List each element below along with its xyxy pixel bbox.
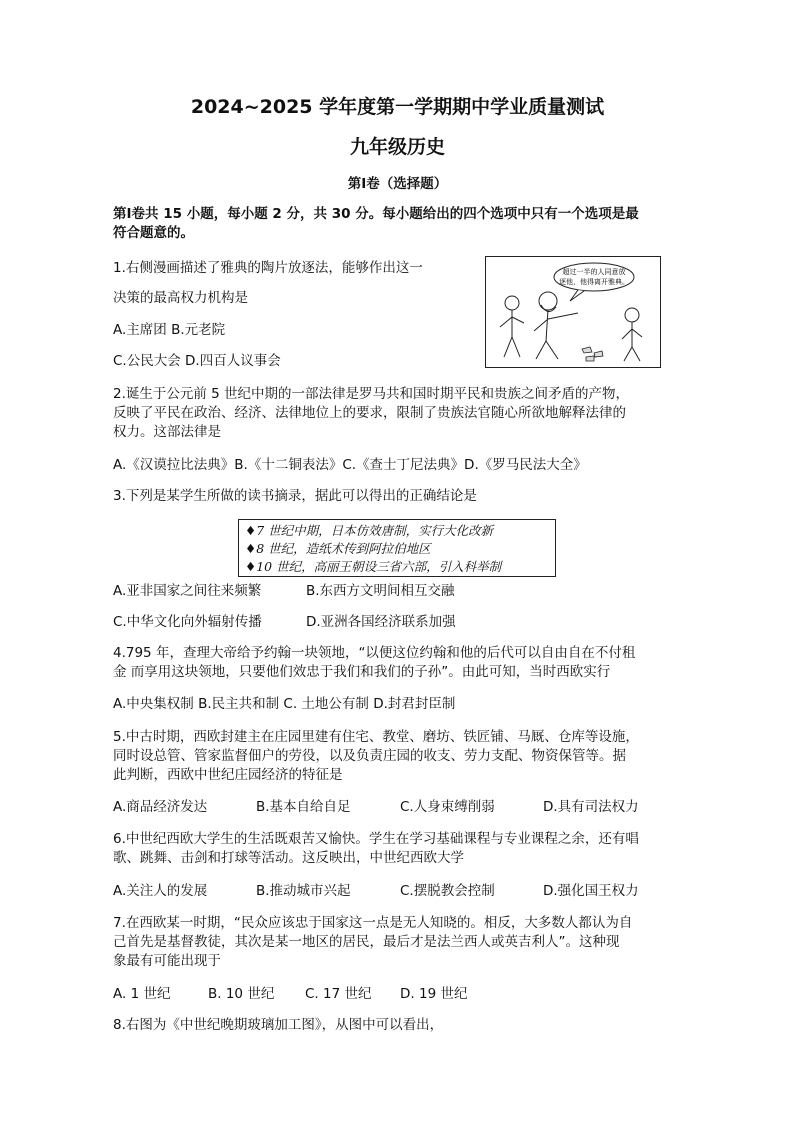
q7-option-c: C. 17 世纪: [305, 986, 372, 1002]
q3-excerpt-box: [238, 519, 556, 577]
ostracism-cartoon: [485, 256, 661, 368]
speech-text-1: 超过一半的人同意放: [562, 268, 626, 276]
q6-option-d: D.强化国王权力: [543, 883, 639, 899]
cartoon-drawing: [486, 257, 660, 367]
q6-stem-1: 6.中世纪西欧大学生的生活既艰苦又愉快。学生在学习基础课程与专业课程之余，还有唱: [113, 831, 639, 847]
q7-stem-2: 己首先是基督教徒，其次是某一地区的居民，最后才是法兰西人或英吉利人”。这种现: [113, 934, 620, 950]
q1-option-c-d: C.公民大会 D.四百人议事会: [113, 353, 281, 369]
q1-option-a-b: A.主席团 B.元老院: [113, 322, 226, 338]
q3-option-d: D.亚洲各国经济联系加强: [306, 614, 456, 630]
q7-option-a: A. 1 世纪: [113, 986, 171, 1002]
q7-option-d: D. 19 世纪: [400, 986, 468, 1002]
q6-option-b: B.推动城市兴起: [256, 883, 351, 899]
q4-stem-1: 4.795 年，查理大帝给予约翰一块领地，“以便这位约翰和他的后代可以自由自在不付租: [113, 645, 636, 661]
q8-stem: 8.右图为《中世纪晚期玻璃加工图》，从图中可以看出，: [113, 1017, 444, 1033]
q1-stem-1: 1.右侧漫画描述了雅典的陶片放逐法，能够作出这一: [113, 260, 423, 276]
q3-option-c: C.中华文化向外辐射传播: [113, 614, 262, 630]
q2-options: A.《汉谟拉比法典》B.《十二铜表法》C.《查士丁尼法典》D.《罗马民法大全》: [113, 457, 587, 473]
q4-stem-2: 金 而享用这块领地，只要他们效忠于我们和我们的子孙”。由此可知，当时西欧实行: [113, 664, 611, 680]
subject-title: 九年级历史: [349, 136, 445, 158]
q7-stem-3: 象最有可能出现于: [113, 953, 221, 969]
figure-center-body: [534, 310, 578, 359]
pottery-shards: [582, 347, 603, 361]
q4-options: A.中央集权制 B.民主共和制 C. 土地公有制 D.封君封臣制: [113, 696, 456, 712]
part-title: 第Ⅰ卷（选择题）: [347, 176, 448, 192]
speech-text-2: 逐他，他得离开雅典。: [559, 278, 629, 286]
speech-bubble-tail: [570, 290, 584, 301]
instructions-line-1: 第Ⅰ卷共 15 小题，每小题 2 分，共 30 分。每小题给出的四个选项中只有一个选项是最: [113, 206, 639, 222]
q3-option-a: A.亚非国家之间往来频繁: [113, 583, 262, 599]
figure-right-head: [625, 308, 639, 322]
figure-center-head: [539, 292, 557, 310]
instructions-line-2: 符合题意的。: [113, 225, 194, 241]
q2-stem-2: 反映了平民在政治、经济、法律地位上的要求，限制了贵族法官随心所欲地解释法律的: [113, 405, 626, 421]
q3-stem: 3.下列是某学生所做的读书摘录，据此可以得出的正确结论是: [113, 488, 477, 504]
q5-stem-1: 5.中古时期，西欧封建主在庄园里建有住宅、教堂、磨坊、铁匠铺、马厩、仓库等设施，: [113, 729, 639, 745]
q5-option-a: A.商品经济发达: [113, 799, 208, 815]
q3-option-b: B.东西方文明间相互交融: [306, 583, 455, 599]
q5-stem-2: 同时设总管、管家监督佃户的劳役，以及负责庄园的收支、劳力支配、物资保管等。据: [113, 748, 626, 764]
q6-option-c: C.摆脱教会控制: [400, 883, 495, 899]
figure-left-head: [505, 296, 519, 310]
q1-stem-2: 决策的最高权力机构是: [113, 290, 248, 306]
q3-excerpt-2: ♦8 世纪，造纸术传到阿拉伯地区: [245, 541, 431, 556]
figure-left-body: [500, 310, 524, 357]
q5-stem-3: 此判断，西欧中世纪庄园经济的特征是: [113, 767, 343, 783]
q3-excerpt-3: ♦10 世纪，高丽王朝设三省六部，引入科举制: [245, 559, 502, 574]
q3-excerpt-1: ♦7 世纪中期，日本仿效唐制，实行大化改新: [245, 523, 494, 538]
q2-stem-1: 2.诞生于公元前 5 世纪中期的一部法律是罗马共和国时期平民和贵族之间矛盾的产物，: [113, 386, 630, 402]
q5-option-c: C.人身束缚削弱: [400, 799, 495, 815]
figure-right-body: [622, 322, 642, 361]
q7-option-b: B. 10 世纪: [208, 986, 275, 1002]
exam-title: 2024~2025 学年度第一学期期中学业质量测试: [190, 96, 605, 118]
q2-stem-3: 权力。这部法律是: [113, 424, 221, 440]
q7-stem-1: 7.在西欧某一时期，“民众应该忠于国家这一点是无人知晓的。相反，大多数人都认为自: [113, 915, 633, 931]
q6-stem-2: 歌、跳舞、击剑和打球等活动。这反映出，中世纪西欧大学: [113, 850, 464, 866]
q6-option-a: A.关注人的发展: [113, 883, 208, 899]
q5-option-b: B.基本自给自足: [256, 799, 351, 815]
q5-option-d: D.具有司法权力: [543, 799, 639, 815]
